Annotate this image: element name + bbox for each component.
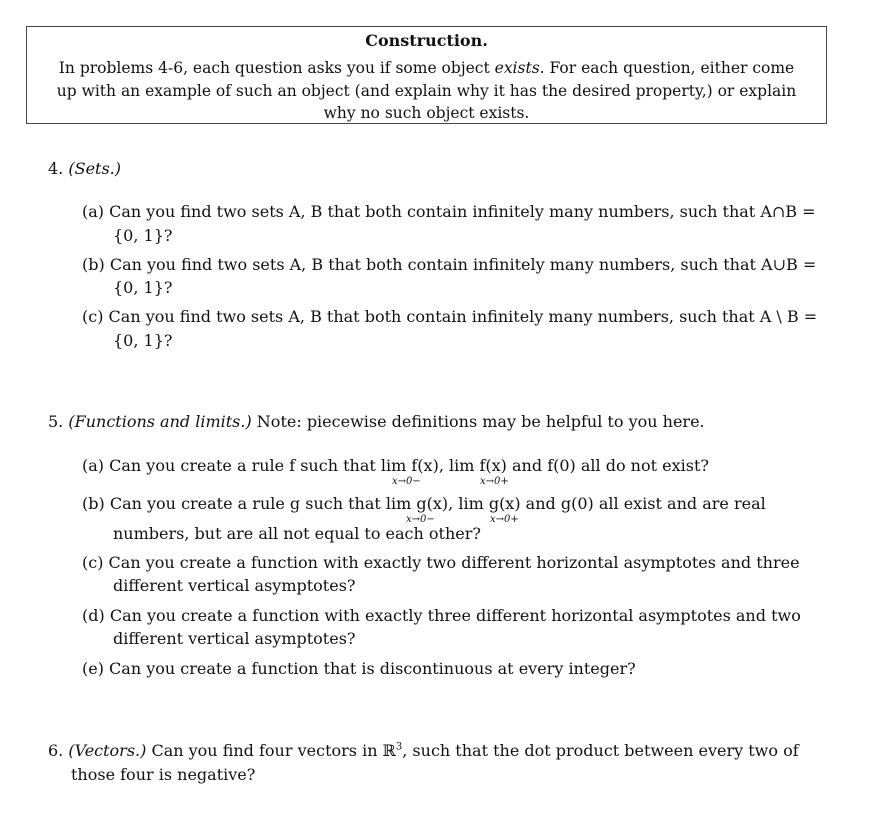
problem-4a: (a) Can you find two sets A, B that both contain infinitely many numbers, such that A∩B = [82, 202, 816, 221]
problem-5b: (b) Can you create a rule g such that lim g(x), lim g(x) and g(0) all exist and are real [82, 494, 766, 513]
problem-5c: (c) Can you create a function with exactly two different horizontal asymptotes and three [82, 553, 800, 572]
problem-5-heading: 5. (Functions and limits.) Note: piecewise definitions may be helpful to you here. [48, 412, 705, 431]
problem-4c-cont: {0, 1}? [113, 331, 173, 350]
construction-box [26, 26, 827, 124]
problem-4b: (b) Can you find two sets A, B that both contain infinitely many numbers, such that A∪B = [82, 255, 817, 274]
construction-title: Construction. [365, 31, 488, 50]
problem-5d: (d) Can you create a function with exactly three different horizontal asymptotes and two [82, 606, 801, 625]
instructions-line-3: why no such object exists. [323, 104, 530, 122]
problem-5d-cont: different vertical asymptotes? [113, 629, 356, 648]
limit-subscript: x→0− [392, 476, 421, 487]
instructions-line-2: up with an example of such an object (and explain why it has the desired property,) or explain [56, 82, 797, 100]
limit-subscript: x→0− [406, 514, 435, 525]
problem-4a-cont: {0, 1}? [113, 226, 173, 245]
problem-5a: (a) Can you create a rule f such that lim f(x), lim f(x) and f(0) all do not exist? [82, 456, 709, 475]
problem-5c-cont: different vertical asymptotes? [113, 576, 356, 595]
problem-4b-cont: {0, 1}? [113, 278, 173, 297]
problem-5e: (e) Can you create a function that is discontinuous at every integer? [82, 659, 636, 678]
problem-4-heading: 4. (Sets.) [48, 159, 121, 178]
problem-6: 6. (Vectors.) Can you find four vectors in ℝ$^3$, such that the dot product between every two of [48, 741, 799, 760]
instructions-line-1: In problems 4-6, each question asks you if some object exists. For each question, either come [58, 59, 795, 77]
limit-subscript: x→0+ [490, 514, 519, 525]
problem-4c: (c) Can you find two sets A, B that both contain infinitely many numbers, such that A \ B = [82, 307, 818, 326]
problem-5b-cont: numbers, but are all not equal to each other? [113, 524, 481, 543]
problem-6-cont: those four is negative? [71, 765, 256, 784]
limit-subscript: x→0+ [480, 476, 509, 487]
